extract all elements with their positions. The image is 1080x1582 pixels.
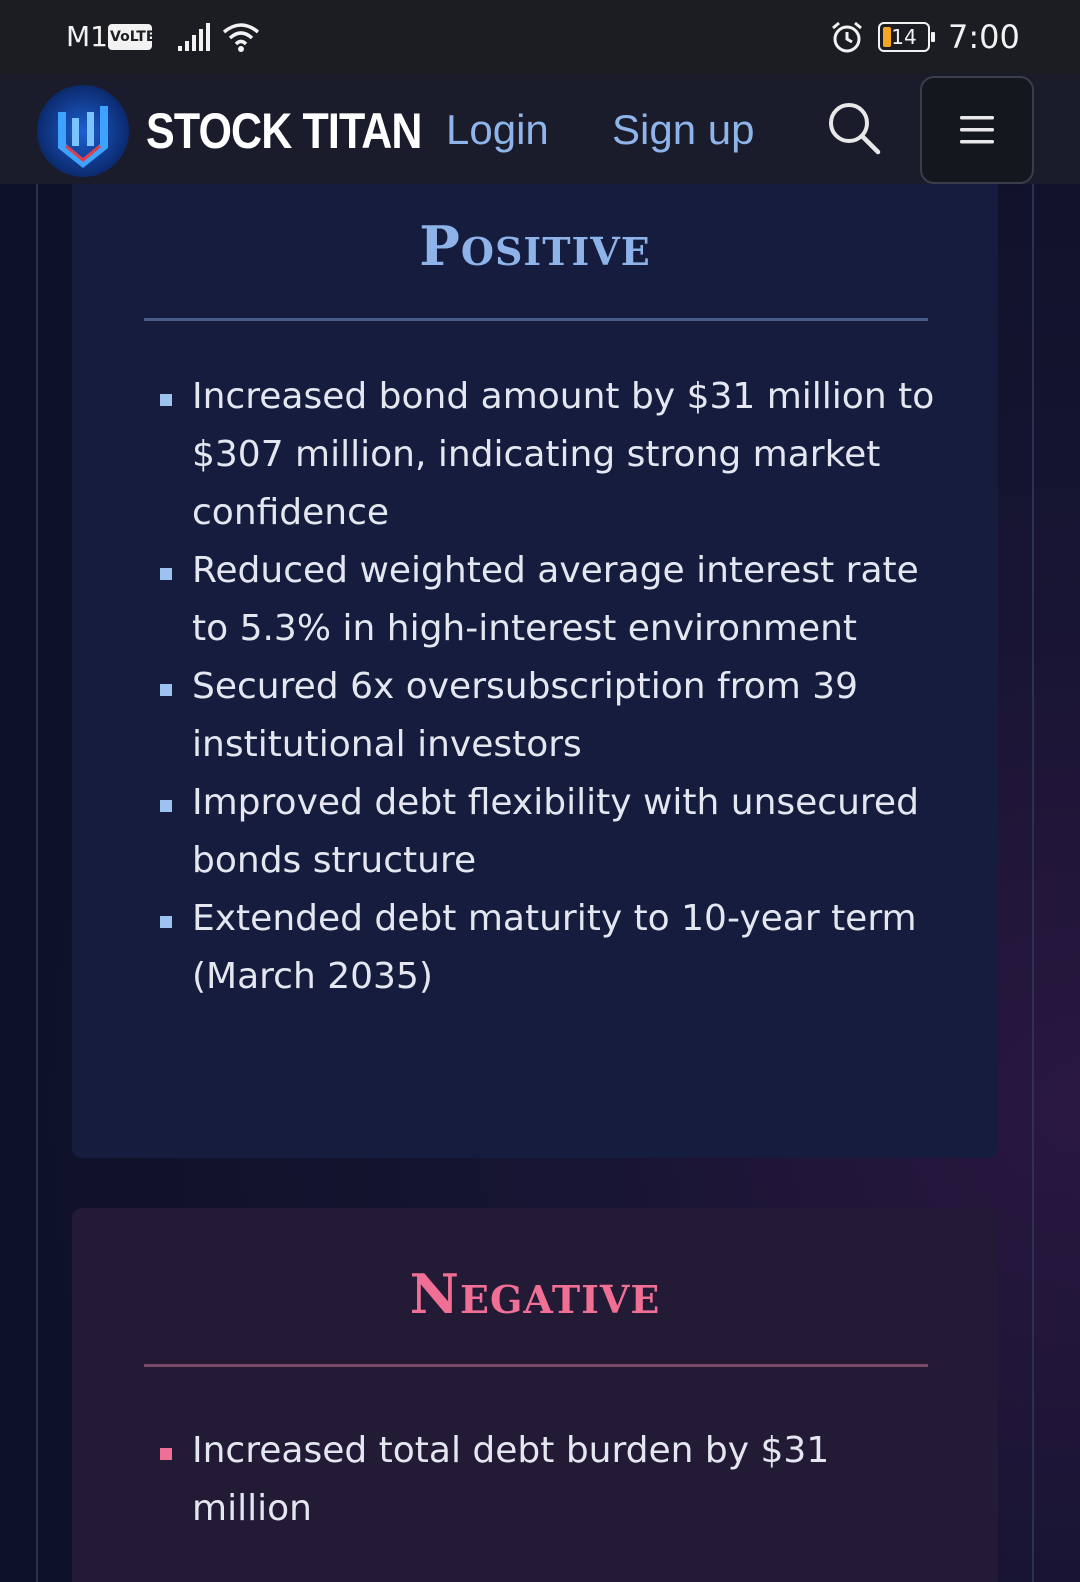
- list-item: [160, 368, 960, 542]
- battery-level: 14: [891, 25, 917, 49]
- list-item-text: Extended debt maturity to 10-year term (March 2035): [192, 898, 917, 997]
- positive-list: [160, 368, 960, 1006]
- bullet-icon: [160, 916, 172, 928]
- signup-link[interactable]: Sign up: [612, 106, 755, 153]
- bullet-icon: [160, 800, 172, 812]
- negative-title: Negative: [409, 1262, 661, 1326]
- list-item-text: Reduced weighted average interest rate to 5.3% in high-interest environment: [192, 550, 919, 649]
- positive-title: Positive: [419, 214, 651, 278]
- wifi-icon: [222, 20, 260, 54]
- site-logo-text[interactable]: STOCK TITAN: [146, 103, 422, 159]
- battery-icon: [878, 22, 930, 52]
- bullet-icon: [160, 684, 172, 696]
- carrier-label: M1: [66, 20, 108, 53]
- site-header: [0, 74, 1080, 184]
- negative-list: [160, 1422, 960, 1538]
- bullet-icon: [160, 394, 172, 406]
- list-item: [160, 774, 960, 890]
- signal-icon: [178, 22, 214, 52]
- menu-icon: [960, 114, 996, 146]
- bullet-icon: [160, 1448, 172, 1460]
- alarm-icon: [830, 20, 864, 54]
- positive-divider: [144, 318, 928, 321]
- content-border-right: [1032, 184, 1034, 1582]
- menu-button[interactable]: [920, 76, 1034, 184]
- negative-divider: [144, 1364, 928, 1367]
- list-item: [160, 542, 960, 658]
- login-link[interactable]: Login: [446, 106, 549, 153]
- list-item: [160, 1422, 960, 1538]
- list-item: [160, 890, 960, 1006]
- content-border-left: [36, 184, 38, 1582]
- list-item-text: Improved debt flexibility with unsecured bonds structure: [192, 782, 919, 881]
- search-icon[interactable]: [826, 100, 882, 156]
- list-item: [160, 658, 960, 774]
- list-item-text: Increased bond amount by $31 million to $307 million, indicating strong market confidence: [192, 376, 935, 533]
- clock: 7:00: [948, 18, 1020, 56]
- volte-badge: VoLTE: [108, 24, 152, 50]
- logo-icon[interactable]: [36, 84, 130, 178]
- bullet-icon: [160, 568, 172, 580]
- positive-card: [72, 184, 998, 1158]
- status-bar: [0, 0, 1080, 74]
- negative-card: [72, 1208, 998, 1582]
- list-item-text: Secured 6x oversubscription from 39 institutional investors: [192, 666, 859, 765]
- list-item-text: Increased total debt burden by $31 million: [192, 1430, 830, 1529]
